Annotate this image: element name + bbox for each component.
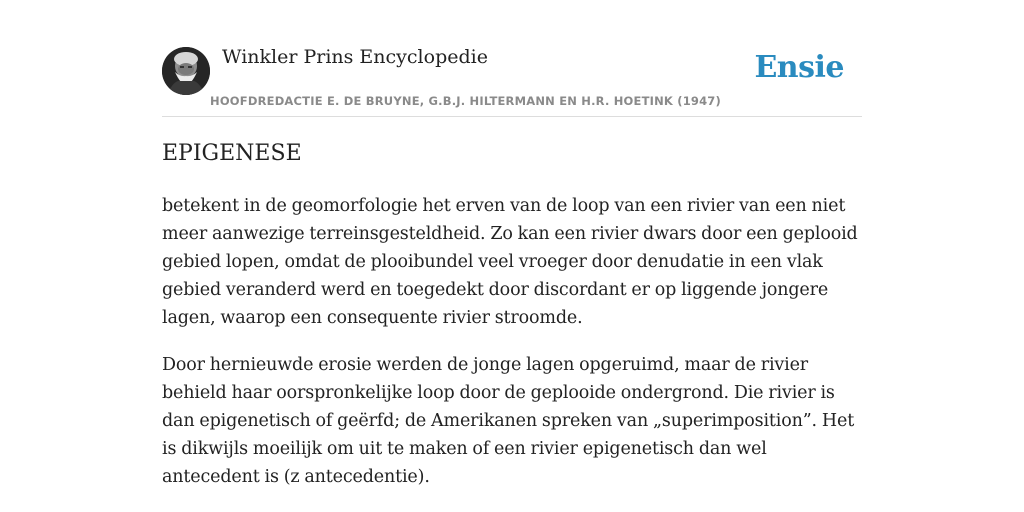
source-header [162, 40, 862, 117]
entry-body [162, 192, 862, 510]
entry-paragraph: Door hernieuwde erosie werden de jonge lagen opgeruimd, maar de rivier behield haar oorspronkelijke loop door de geplooide ondergrond. Die rivier is dan epigenetisch of geërfd; de Amerikanen spreken van „superimposition”. Het is dikwijls moeilijk om uit te maken of een rivier epigenetisch dan wel antecedent is (z antecedentie). [162, 355, 855, 487]
entry-title: EPIGENESE [162, 141, 302, 166]
bearded-man-portrait-icon [162, 47, 210, 95]
source-editors: HOOFDREDACTIE E. DE BRUYNE, G.B.J. HILTERMANN EN H.R. HOETINK (1947) [210, 94, 721, 108]
entry-paragraph: betekent in de geomorfologie het erven van de loop van een rivier van een niet meer aanwezige terreinsgesteldheid. Zo kan een rivier dwars door een geplooid gebied lopen, omdat de plooibundel veel vroeger door denudatie in een vlak gebied veranderd werd en toegedekt door discordant er op liggende jongere lagen, waarop een consequente rivier stroomde. [162, 196, 858, 328]
ensie-logo[interactable]: Ensie [754, 50, 844, 85]
author-avatar[interactable] [162, 47, 210, 95]
source-title[interactable]: Winkler Prins Encyclopedie [222, 46, 488, 68]
